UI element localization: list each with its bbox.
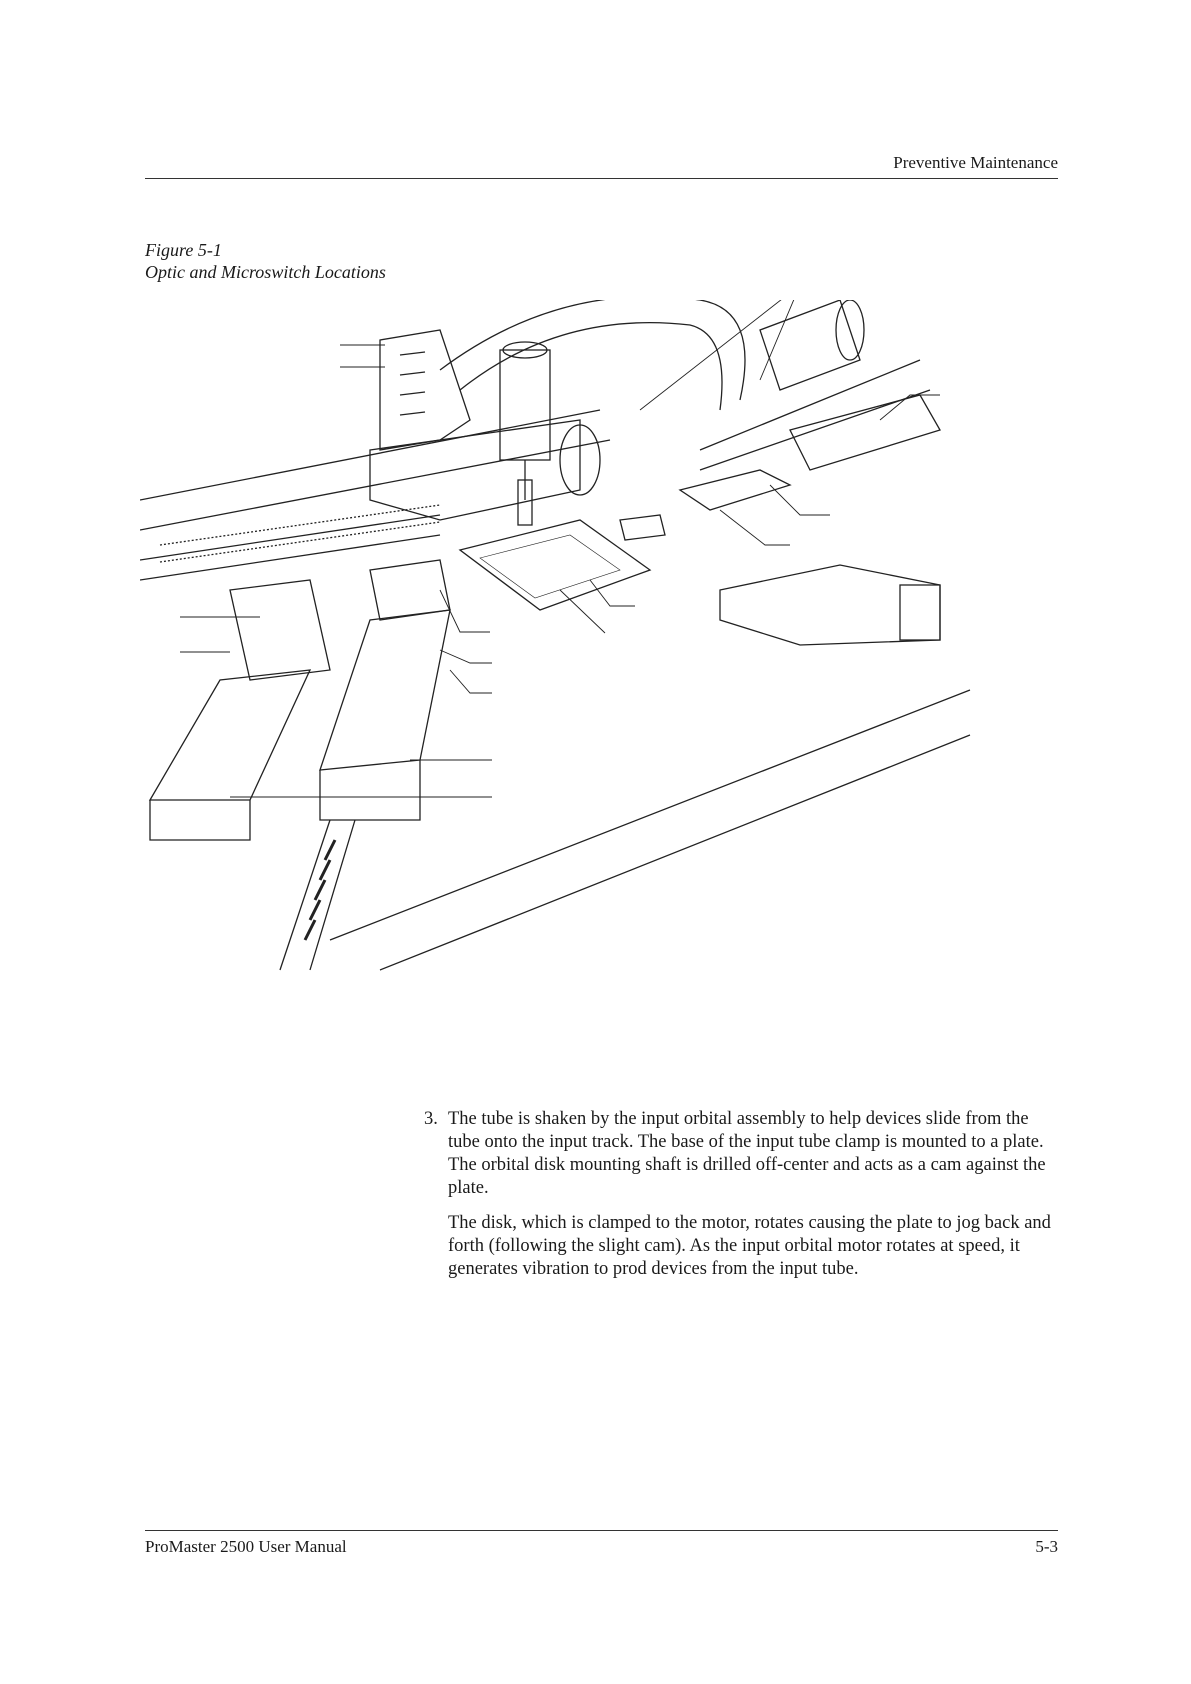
motor: [760, 300, 864, 390]
footer-rule: [145, 1530, 1058, 1531]
leader-lines: [180, 300, 940, 797]
output-tubes: [720, 565, 940, 645]
running-header: Preventive Maintenance: [893, 153, 1058, 172]
gantry-carriage: [370, 330, 600, 525]
figure-title: Optic and Microswitch Locations: [145, 262, 386, 282]
input-trays: [150, 560, 450, 840]
footer-manual-title: ProMaster 2500 User Manual: [145, 1537, 347, 1556]
step-number: 3.: [424, 1109, 438, 1129]
header-rule: [145, 178, 1058, 179]
step-text: The tube is shaken by the input orbital assembly to help devices slide from the tube onto the input track. The base of the input tube clamp is mounted to a plate. The orbital disk mounting shaft is drilled off-center and acts as a cam against the plate.: [448, 1109, 1046, 1198]
input-track: [280, 820, 355, 970]
cable-carrier: [440, 300, 745, 410]
figure-illustration: [140, 300, 1060, 1060]
test-socket-plate: [460, 520, 650, 610]
page-number: 5-3: [1035, 1537, 1058, 1556]
figure-number: Figure 5-1: [145, 240, 222, 260]
body-text: [424, 1108, 1064, 1293]
step-paragraph: The disk, which is clamped to the motor, rotates causing the plate to jog back and forth (following the slight cam). As the input orbital motor rotates at speed, it generates vibration to prod devices from the input tube.: [448, 1213, 1051, 1279]
step-3: [424, 1108, 1064, 1212]
